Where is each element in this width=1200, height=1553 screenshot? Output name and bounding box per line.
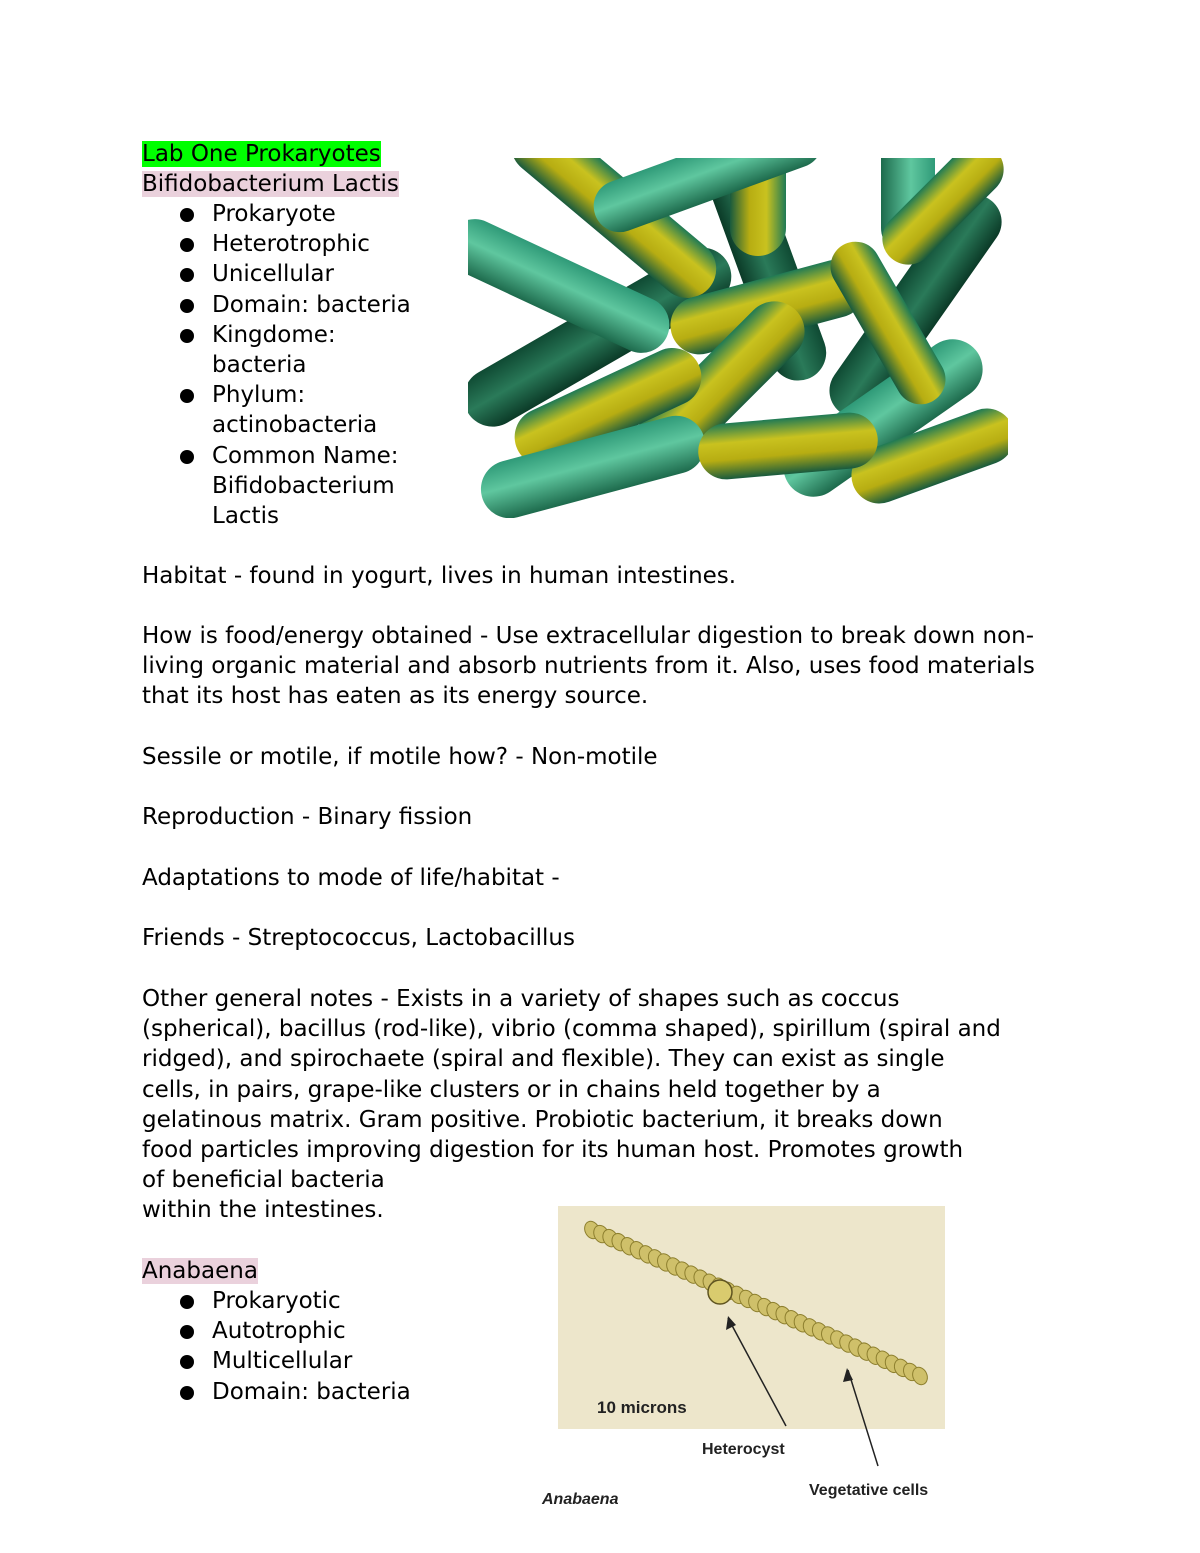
list-item [142, 441, 411, 532]
list-item [142, 1286, 411, 1316]
bullet-dot [180, 1325, 194, 1339]
bifidobacterium-illustration [468, 158, 1008, 518]
traits-list-bifidobacterium [142, 199, 411, 531]
organism-heading-anabaena [142, 1256, 258, 1286]
bullet-dot [180, 1355, 194, 1369]
diagram-caption: Anabaena [542, 1491, 619, 1508]
bullet-dot [180, 389, 194, 403]
list-item [142, 290, 411, 320]
bullet-dot [180, 1386, 194, 1400]
list-item-text: bacteria [212, 352, 307, 379]
list-item-text: Common Name: [212, 442, 399, 469]
list-item-text: Bifidobacterium [212, 472, 395, 499]
list-item [142, 229, 411, 259]
anabaena-figure [520, 1190, 1040, 1520]
anabaena-diagram [520, 1190, 1040, 1520]
document-title [142, 139, 381, 169]
organism-heading-bifidobacterium [142, 169, 399, 199]
friends-text: Friends - Streptococcus, Lactobacillus [142, 925, 575, 951]
list-item-text: Domain: bacteria [212, 1378, 411, 1405]
food-energy-text: How is food/energy obtained - Use extracellular digestion to break down non-living organic material and absorb nutrients from it. Also, uses food materials that its host has eaten as its energy source. [142, 623, 1035, 710]
motility-text: Sessile or motile, if motile how? - Non-motile [142, 744, 658, 770]
list-item-text: Prokaryote [212, 201, 336, 227]
title-highlight: Lab One Prokaryotes [142, 141, 381, 167]
bullet-dot [180, 329, 194, 343]
bifidobacterium-image [468, 158, 1008, 518]
list-item-text: Prokaryotic [212, 1288, 341, 1314]
list-item [142, 380, 411, 440]
bullet-dot [180, 450, 194, 464]
list-item-text: Heterotrophic [212, 231, 370, 258]
bullet-dot [180, 268, 194, 282]
list-item-text: Multicellular [212, 1348, 353, 1375]
bullet-dot [180, 238, 194, 252]
list-item [142, 1316, 411, 1346]
list-item [142, 1377, 411, 1407]
list-item-text: Domain: bacteria [212, 291, 411, 318]
notes-line: food particles improving digestion for its human host. Promotes growth [142, 1137, 964, 1164]
notes-line: of beneficial bacteria [142, 1167, 385, 1194]
notes-line: Other general notes - Exists in a variety of shapes such as coccus [142, 986, 900, 1012]
list-item-text: Autotrophic [212, 1318, 346, 1345]
list-item [142, 259, 411, 289]
notes-line: within the intestines. [142, 1197, 384, 1224]
habitat-text: Habitat - found in yogurt, lives in human intestines. [142, 563, 737, 589]
traits-list-anabaena [142, 1286, 411, 1407]
list-item-text: actinobacteria [212, 412, 378, 439]
organism-highlight: Anabaena [142, 1258, 258, 1284]
list-item [142, 320, 411, 380]
heterocyst-label: Heterocyst [702, 1441, 785, 1458]
organism-highlight: Bifidobacterium Lactis [142, 171, 399, 197]
list-item [142, 199, 411, 229]
notes-line: (spherical), bacillus (rod-like), vibrio (comma shaped), spirillum (spiral and [142, 1016, 1001, 1043]
bullet-dot [180, 1295, 194, 1309]
bullet-dot [180, 299, 194, 313]
vegetative-cells-label: Vegetative cells [809, 1482, 929, 1499]
heterocyst-cell [708, 1280, 732, 1304]
list-item [142, 1346, 411, 1376]
list-item-text: Kingdome: [212, 321, 336, 348]
list-item-text: Phylum: [212, 382, 306, 409]
reproduction-text: Reproduction - Binary fission [142, 804, 473, 830]
scale-label: 10 microns [597, 1398, 687, 1417]
notes-line: gelatinous matrix. Gram positive. Probiotic bacterium, it breaks down [142, 1106, 943, 1133]
list-item-text: Unicellular [212, 261, 334, 288]
list-item-text: Lactis [212, 503, 279, 530]
bullet-dot [180, 208, 194, 222]
notes-line: ridged), and spirochaete (spiral and flexible). They can exist as single [142, 1046, 945, 1073]
notes-line: cells, in pairs, grape-like clusters or in chains held together by a [142, 1076, 881, 1103]
adaptations-text: Adaptations to mode of life/habitat - [142, 865, 560, 891]
